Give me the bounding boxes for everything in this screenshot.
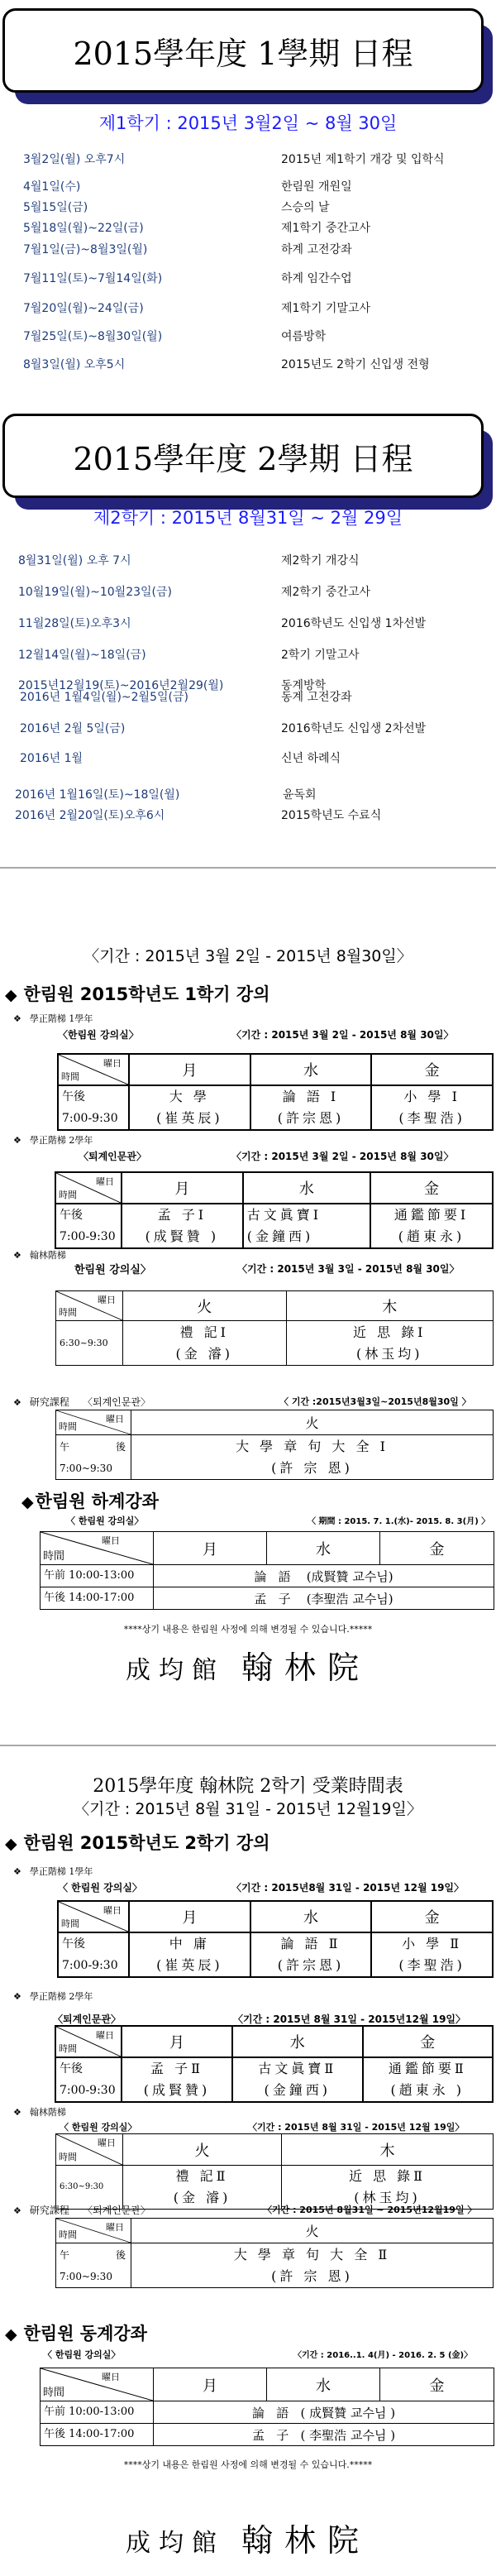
event-date: 8월31일(월) 오후 7시 xyxy=(18,554,131,567)
tt1-rs-label xyxy=(13,1395,69,1409)
tt1-g2-room: 〈퇴계인문관〉 xyxy=(79,1151,146,1162)
time-range: 7:00-9:30 xyxy=(60,2084,116,2097)
tt1-hl-table xyxy=(55,1290,494,1366)
tt2-rs-table xyxy=(55,2218,494,2288)
day-header: 火 xyxy=(123,2134,282,2166)
event-date: 5월18일(월)~22일(금) xyxy=(23,222,144,235)
tt1-g1-room: 〈한림원 강의실〉 xyxy=(58,1029,139,1041)
day-header: 火 xyxy=(131,1410,494,1435)
diag-day-label: 曜日 xyxy=(103,1058,122,1069)
bullet-icon: ❖ xyxy=(13,1397,21,1408)
time-cell xyxy=(55,1204,122,1248)
course-cell xyxy=(371,1085,493,1130)
event-name: 2015년도 2학기 신입생 전형 xyxy=(281,358,430,371)
diag-header-cell xyxy=(41,1532,154,1565)
tt1-g1-range: 〈기간 : 2015년 3월 2일 - 2015년 8월 30일〉 xyxy=(231,1029,454,1041)
tt1-hl-label-text: 翰林階梯 xyxy=(29,1250,66,1261)
time-range: 7:00-9:30 xyxy=(62,1112,118,1125)
diag-header-cell xyxy=(41,2368,154,2401)
diamond-bullet-icon: ◆ xyxy=(5,986,17,1004)
course-teacher: (許 宗 恩) xyxy=(271,1459,353,1476)
course-teacher: (崔英辰) xyxy=(156,1957,223,1973)
time-cell: 6:30~9:30 xyxy=(56,1321,123,1366)
semester1-subtitle: 제1학기 : 2015년 3월2일 ~ 8월 30일 xyxy=(98,113,398,133)
diag-time-label: 時間 xyxy=(59,2229,77,2240)
tt2-g2-label xyxy=(13,1989,93,2003)
course-title: 禮 記Ⅰ xyxy=(179,1324,229,1340)
tt2-period: 〈기간 : 2015년 8월 31일 - 2015년 12월19일〉 xyxy=(74,1800,422,1818)
tt1-g2-label xyxy=(13,1133,93,1147)
tt1-seal xyxy=(0,1642,496,1688)
time-label: 午後 xyxy=(60,2062,83,2076)
event-date: 10월19일(월)~10월23일(금) xyxy=(18,586,172,599)
tt1-rs-room: 〈퇴계인문관〉 xyxy=(83,1396,150,1408)
event-date: 2016년 2월 5일(금) xyxy=(20,722,126,735)
time-label: 後 xyxy=(115,2248,126,2261)
diag-header-cell xyxy=(56,2134,123,2166)
section-divider xyxy=(0,867,496,869)
course-cell xyxy=(250,1085,372,1130)
time-cell: 6:30~9:30 xyxy=(56,2166,123,2210)
time-range: 7:00-9:30 xyxy=(60,1230,116,1243)
time-label: 午 xyxy=(60,1440,70,1453)
event-name: 2015년 제1학기 개강 및 입학식 xyxy=(281,153,445,166)
event-name: 2학기 기말고사 xyxy=(281,649,360,662)
time-label: 午後 xyxy=(60,1209,83,1222)
diag-header-cell xyxy=(55,2026,122,2057)
tt2-hl-label-text: 翰林階梯 xyxy=(29,2107,66,2118)
tt2-seal xyxy=(0,2515,496,2560)
tt1-g2-table xyxy=(55,1171,494,1249)
course-teacher: (金鐘西) xyxy=(246,1228,314,1244)
diag-header-cell xyxy=(58,1901,129,1932)
course-cell xyxy=(122,1204,243,1248)
time-range: 7:00~9:30 xyxy=(60,1462,112,1474)
course-teacher: (金 濬) xyxy=(173,2190,231,2205)
course-title: 中 庸 xyxy=(169,1936,210,1951)
diag-time-label: 時間 xyxy=(61,1918,79,1929)
event-date: 2015년12월19(토)~2016년2월29(월) xyxy=(18,679,224,692)
tt2-winter-heading-text: 한림원 동계강좌 xyxy=(23,2324,147,2344)
day-header: 木 xyxy=(282,2134,494,2166)
time-label: 午後 xyxy=(62,1090,85,1104)
course-title: 孟 子Ⅰ xyxy=(157,1207,207,1223)
bullet-icon: ❖ xyxy=(13,2107,21,2118)
tt2-winter-room: 〈 한림원 강의실〉 xyxy=(43,2349,121,2360)
diag-day-label: 曜日 xyxy=(102,2372,120,2382)
diag-time-label: 時間 xyxy=(59,1421,77,1432)
course-cell xyxy=(232,2057,362,2102)
event-date: 4월1일(수) xyxy=(23,180,81,194)
event-date: 2016년 1월 xyxy=(20,752,83,765)
course-cell xyxy=(131,2243,494,2288)
course-teacher: (林玉均) xyxy=(354,2190,421,2205)
tt2-hl-label xyxy=(13,2105,66,2119)
time-cell xyxy=(58,1932,129,1977)
day-header: 水 xyxy=(267,2368,380,2401)
event-name: 여름방학 xyxy=(281,330,327,343)
diag-time-label: 時間 xyxy=(61,1071,79,1082)
tt2-hl-room: 〈 한림원 강의실〉 xyxy=(60,2122,137,2133)
diag-header-cell xyxy=(56,1291,123,1321)
event-name: 윤독회 xyxy=(283,788,317,802)
tt1-hl-label xyxy=(13,1248,66,1262)
tt1-rs-range: 〈 기간 :2015년3월3일~2015년8월30일 〉 xyxy=(279,1396,471,1407)
day-header: 金 xyxy=(371,1054,493,1085)
course-teacher: (趙東永 ) xyxy=(390,2082,465,2098)
course-teacher: (成賢贊 ) xyxy=(145,1228,220,1244)
semester2-subtitle: 제2학기 : 2015년 8월31일 ~ 2월 29일 xyxy=(93,508,403,528)
course-title: 禮 記Ⅱ xyxy=(175,2168,229,2184)
tt2-rs-label xyxy=(13,2203,69,2217)
tt2-g1-table xyxy=(57,1900,494,1978)
tt2-rs-range: 〈기간 : 2015년 8월31일 ~ 2015년12월19일 〉 xyxy=(263,2205,477,2215)
event-date: 2016년 2월20일(토)오후6시 xyxy=(15,809,165,822)
course-teacher: (崔英辰) xyxy=(156,1110,223,1126)
seal-name-b: 翰林院 xyxy=(241,1650,370,1686)
diag-day-label: 曜日 xyxy=(98,1295,116,1305)
seal-name-b: 翰林院 xyxy=(241,2522,370,2559)
course-cell xyxy=(363,2057,493,2102)
day-header: 金 xyxy=(370,1172,493,1204)
day-header: 水 xyxy=(232,2026,362,2057)
event-date: 11월28일(토)오후3시 xyxy=(18,617,131,630)
event-name: 하계 고전강좌 xyxy=(281,243,352,256)
diag-header-cell xyxy=(56,2219,131,2243)
tt1-hl-room: 한림원 강의실〉 xyxy=(74,1264,151,1276)
tt2-heading-title: 2015學年度 翰林院 2학기 受業時間表 xyxy=(93,1776,403,1797)
day-header: 月 xyxy=(122,1172,243,1204)
course-teacher: (李聖浩) xyxy=(398,1110,465,1126)
tt2-hl-range: 〈기간 : 2015년 8월 31일 - 2015년 12월 19일〉 xyxy=(248,2122,465,2133)
course-cell xyxy=(286,1321,493,1366)
tt2-g1-label-text: 學正階梯 1學年 xyxy=(29,1866,93,1877)
course-cell: 孟 子 (李聖浩 교수님) xyxy=(154,1587,494,1610)
course-title: 孟 子Ⅱ xyxy=(150,2061,204,2076)
tt1-heading-text: 한림원 2015학년도 1학기 강의 xyxy=(23,984,270,1004)
diag-header-cell xyxy=(55,1172,122,1204)
day-header: 月 xyxy=(154,1532,267,1565)
course-teacher: (金鐘西) xyxy=(264,2082,331,2098)
time-cell xyxy=(58,1085,129,1130)
event-date: 2016년 1월4일(월)~2월5일(금) xyxy=(20,691,188,704)
tt2-winter-table xyxy=(40,2368,494,2446)
tt2-g1-label xyxy=(13,1865,93,1878)
event-name: 제1학기 기말고사 xyxy=(281,302,371,315)
course-title: 大 學 xyxy=(169,1089,210,1104)
diamond-bullet-icon: ◆ xyxy=(5,1835,17,1853)
day-header: 火 xyxy=(123,1291,287,1321)
diag-header-cell xyxy=(58,1054,129,1085)
tt1-hl-range: 〈기간 : 2015년 3월 3일 - 2015년 8월 30일〉 xyxy=(237,1263,460,1275)
course-title: 近 思 錄Ⅰ xyxy=(353,1324,427,1340)
course-cell xyxy=(122,2057,232,2102)
tt2-hl-table xyxy=(55,2133,494,2210)
day-header: 水 xyxy=(250,1901,372,1932)
event-name: 한림원 개원일 xyxy=(281,180,352,194)
tt2-g2-room: 〈퇴계인문관〉 xyxy=(53,2013,121,2025)
course-cell xyxy=(123,1321,287,1366)
time-cell xyxy=(55,2057,122,2102)
bullet-icon: ❖ xyxy=(13,1250,21,1261)
tt1-summer-table xyxy=(40,1531,494,1610)
day-header: 金 xyxy=(363,2026,493,2057)
tt2-rs-room: 〈퇴계인문관〉 xyxy=(83,2205,150,2216)
event-date: 8월3일(월) 오후5시 xyxy=(23,358,126,371)
diag-time-label: 時間 xyxy=(59,2043,77,2054)
course-cell xyxy=(129,1085,250,1130)
course-cell xyxy=(131,1435,494,1480)
day-header: 月 xyxy=(129,1054,250,1085)
event-name: 2016학년도 신입생 2차선발 xyxy=(281,722,427,735)
diag-time-label: 時間 xyxy=(59,1190,77,1200)
diamond-bullet-icon: ◆ xyxy=(5,2325,17,2344)
semester1-title xyxy=(2,8,484,93)
tt1-summer-room: 〈 한림원 강의실〉 xyxy=(66,1515,144,1526)
diag-header-cell xyxy=(56,1410,131,1435)
day-header: 月 xyxy=(129,1901,250,1932)
day-header: 水 xyxy=(250,1054,372,1085)
diag-time-label: 時間 xyxy=(43,2387,65,2399)
tt1-g2-label-text: 學正階梯 2學年 xyxy=(29,1135,93,1146)
course-teacher: (成賢贊) xyxy=(143,2082,211,2098)
tt1-heading xyxy=(5,981,269,1006)
diamond-bullet-icon: ◆ xyxy=(21,1493,34,1511)
tt2-heading xyxy=(5,1830,269,1855)
bullet-icon: ❖ xyxy=(13,1013,21,1024)
event-date: 7월11일(토)~7월14일(화) xyxy=(23,272,163,285)
event-name: 스승의 날 xyxy=(281,201,330,214)
seal-name-a: 成均館 xyxy=(125,1656,225,1685)
course-teacher: (趙東永) xyxy=(398,1228,465,1244)
time-label: 午 xyxy=(60,2248,70,2261)
tt1-rs-table xyxy=(55,1410,494,1480)
course-title: 通鑑節要Ⅰ xyxy=(393,1207,470,1223)
bullet-icon: ❖ xyxy=(13,1135,21,1146)
tt1-rs-label-text: 研究課程 xyxy=(29,1396,69,1408)
event-date: 12월14일(월)~18일(금) xyxy=(18,649,146,662)
time-cell: 午後 14:00-17:00 xyxy=(41,2424,154,2446)
tt1-g1-table xyxy=(57,1053,494,1131)
course-title: 古文眞寶Ⅱ xyxy=(258,2061,337,2076)
diag-time-label: 時間 xyxy=(59,1307,77,1318)
event-name: 신년 하례식 xyxy=(281,752,341,765)
course-cell xyxy=(243,1204,370,1248)
diag-time-label: 時間 xyxy=(59,2152,77,2162)
course-teacher: (許宗恩) xyxy=(277,1110,345,1126)
event-name: 제2학기 개강식 xyxy=(281,554,360,567)
course-teacher: (李聖浩) xyxy=(398,1957,465,1973)
day-header: 水 xyxy=(267,1532,380,1565)
tt2-g2-range: 〈기간 : 2015년 8월 31일 - 2015년12월 19일〉 xyxy=(233,2013,466,2025)
semester2-title xyxy=(2,414,484,498)
tt2-rs-label-text: 研究課程 xyxy=(29,2205,69,2216)
time-cell xyxy=(56,1435,131,1480)
event-name: 동계방학 xyxy=(281,679,327,692)
event-name: 하계 임간수업 xyxy=(281,272,352,285)
course-title: 大 學 章 句 大 全 Ⅰ xyxy=(236,1438,389,1454)
course-cell: 論 語 (成賢贊 교수님) xyxy=(154,1565,494,1587)
tt2-g2-table xyxy=(55,2025,494,2103)
day-header: 月 xyxy=(154,2368,267,2401)
event-date: 7월1일(금)~8월3일(월) xyxy=(23,243,148,256)
tt2-g2-label-text: 學正階梯 2學年 xyxy=(29,1991,93,2002)
day-header: 金 xyxy=(371,1901,493,1932)
course-title: 小 學 Ⅰ xyxy=(403,1089,460,1104)
course-teacher: (林玉均) xyxy=(356,1345,423,1362)
tt1-g1-label-text: 學正階梯 1學年 xyxy=(29,1013,93,1024)
course-cell xyxy=(250,1932,372,1977)
course-title: 論 語 Ⅰ xyxy=(282,1089,340,1104)
day-header: 金 xyxy=(380,2368,494,2401)
day-header: 水 xyxy=(243,1172,370,1204)
diag-day-label: 曜日 xyxy=(103,1905,122,1916)
event-name: 2015학년도 수료식 xyxy=(281,809,382,822)
diag-day-label: 曜日 xyxy=(102,1535,120,1546)
time-cell: 午後 14:00-17:00 xyxy=(41,1587,154,1610)
course-title: 小 學 Ⅱ xyxy=(402,1936,463,1951)
bullet-icon: ❖ xyxy=(13,2205,21,2216)
tt1-note: ****상기 내용은 한림원 사정에 의해 변경될 수 있습니다.***** xyxy=(123,1624,373,1635)
tt1-period: 〈기간 : 2015년 3월 2일 - 2015년 8월30일〉 xyxy=(83,947,413,965)
event-date: 7월25일(토)~8월30일(월) xyxy=(23,330,163,343)
event-name: 동계 고전강좌 xyxy=(281,691,352,704)
time-range: 7:00~9:30 xyxy=(60,2270,112,2282)
event-name: 2016학년도 신입생 1차선발 xyxy=(281,617,427,630)
tt2-winter-heading xyxy=(5,2320,147,2345)
section-divider xyxy=(0,1745,496,1746)
course-title: 論 語 Ⅱ xyxy=(280,1936,341,1951)
course-title: 古文眞寶Ⅰ xyxy=(246,1207,322,1223)
course-teacher: (許宗恩) xyxy=(277,1957,345,1973)
tt2-heading-text: 한림원 2015학년도 2학기 강의 xyxy=(23,1833,270,1853)
tt1-summer-heading xyxy=(21,1488,159,1513)
tt2-g1-room: 〈 한림원 강의실〉 xyxy=(58,1882,142,1894)
diag-day-label: 曜日 xyxy=(106,2222,124,2233)
tt2-note: ****상기 내용은 한림원 사정에 의해 변경될 수 있습니다.***** xyxy=(123,2459,373,2470)
course-teacher: (許 宗 恩) xyxy=(271,2267,353,2284)
time-range: 7:00-9:30 xyxy=(62,1959,118,1972)
diag-day-label: 曜日 xyxy=(96,2030,114,2041)
semester2-title-text: 2015學年度 2學期 日程 xyxy=(73,440,413,477)
course-cell xyxy=(129,1932,250,1977)
tt1-g2-range: 〈기간 : 2015년 3월 2일 - 2015년 8월 30일〉 xyxy=(231,1151,454,1162)
bullet-icon: ❖ xyxy=(13,1991,21,2002)
diag-day-label: 曜日 xyxy=(106,1414,124,1424)
diag-time-label: 時間 xyxy=(43,1550,65,1563)
course-cell xyxy=(370,1204,493,1248)
semester1-title-text: 2015學年度 1學期 日程 xyxy=(73,35,413,72)
time-cell: 午前 10:00-13:00 xyxy=(41,2401,154,2424)
course-cell: 論 語 ( 成賢贊 교수님 ) xyxy=(154,2401,494,2424)
tt1-summer-range: 〈 期間 : 2015. 7. 1.(水)- 2015. 8. 3(月) 〉 xyxy=(308,1517,490,1526)
course-cell xyxy=(371,1932,493,1977)
seal-name-a: 成均館 xyxy=(125,2529,225,2558)
day-header: 金 xyxy=(380,1532,494,1565)
time-cell xyxy=(56,2243,131,2288)
bullet-icon: ❖ xyxy=(13,1866,21,1877)
event-date: 5월15일(금) xyxy=(23,201,88,214)
course-title: 通鑑節要Ⅱ xyxy=(388,2061,467,2076)
tt2-g1-range: 〈기간 : 2015년8월 31일 - 2015년 12월 19일〉 xyxy=(231,1882,465,1894)
event-date: 2016년 1월16일(토)~18일(월) xyxy=(15,788,180,802)
course-title: 大 學 章 句 大 全 Ⅱ xyxy=(233,2246,391,2262)
course-teacher: (金 濬) xyxy=(175,1345,234,1362)
event-date: 3월2일(월) 오후7시 xyxy=(23,153,126,166)
time-cell: 午前 10:00-13:00 xyxy=(41,1565,154,1587)
day-header: 火 xyxy=(131,2219,494,2243)
diag-day-label: 曜日 xyxy=(96,1176,114,1187)
course-title: 近 思 錄Ⅱ xyxy=(348,2168,427,2184)
event-name: 제2학기 중간고사 xyxy=(281,586,371,599)
diag-day-label: 曜日 xyxy=(98,2138,116,2148)
event-date: 7월20일(월)~24일(금) xyxy=(23,302,144,315)
tt2-winter-range: 〈기간 : 2016..1. 4(月) - 2016. 2. 5 (金)〉 xyxy=(293,2351,473,2360)
time-label: 午後 xyxy=(62,1937,85,1951)
course-cell: 孟 子 ( 李聖浩 교수님 ) xyxy=(154,2424,494,2446)
time-label: 後 xyxy=(115,1440,126,1453)
day-header: 木 xyxy=(286,1291,493,1321)
event-name: 제1학기 중간고사 xyxy=(281,222,371,235)
tt1-g1-label xyxy=(13,1012,93,1025)
day-header: 月 xyxy=(122,2026,232,2057)
tt1-summer-heading-text: 한림원 하계강좌 xyxy=(35,1491,159,1511)
